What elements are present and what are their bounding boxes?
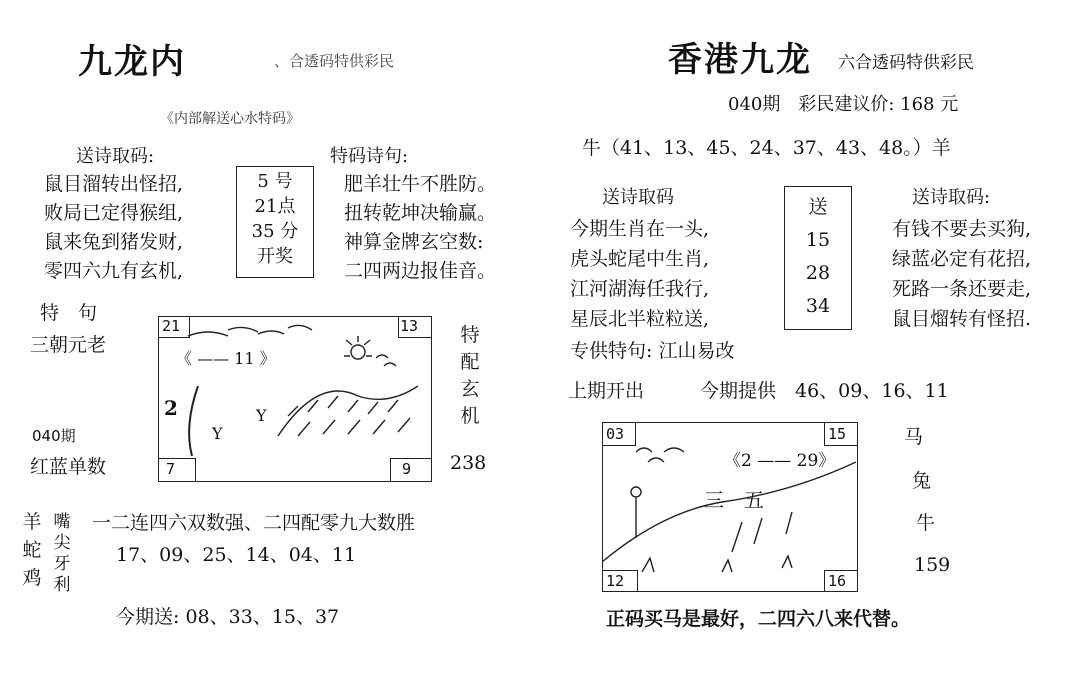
draw-box-line: 21点 bbox=[254, 196, 296, 217]
te-ju-label: 特 句 bbox=[40, 302, 98, 324]
right-poem-head: 送诗取码 bbox=[602, 187, 674, 208]
poem-line: 鼠来兔到猪发财, bbox=[44, 231, 184, 253]
corner-number: 15 bbox=[828, 425, 847, 443]
right-poem-head-right: 送诗取码: bbox=[912, 187, 991, 208]
sketch-text: 《 —— 11 》 bbox=[176, 349, 276, 368]
number-list: 17、09、25、14、04、11 bbox=[116, 544, 357, 566]
poem-line: 扭转乾坤决输赢。 bbox=[344, 202, 497, 224]
red-blue-odd: 红蓝单数 bbox=[30, 456, 107, 478]
zodiac-horse: 马 bbox=[904, 426, 924, 448]
poem-line: 鼠目溜转出怪招, bbox=[44, 173, 184, 195]
poem-line: 肥羊壮牛不胜防。 bbox=[344, 173, 497, 195]
send-number-box bbox=[784, 186, 852, 330]
right-title: 香港九龙 bbox=[668, 40, 812, 80]
left-sketch-drawing bbox=[158, 316, 430, 480]
left-poem-head: 送诗取码: bbox=[76, 146, 155, 167]
vertical-te-pei-xuan-ji: 特配玄机 bbox=[460, 324, 480, 427]
three-dynasty: 三朝元老 bbox=[30, 334, 107, 356]
left-poem-head-right: 特码诗句: bbox=[330, 146, 409, 167]
right-subtitle: 六合透码特供彩民 bbox=[838, 53, 974, 73]
poem-line: 绿蓝必定有花招, bbox=[892, 248, 1032, 270]
poem-line: 鼠目熘转有怪招. bbox=[892, 308, 1032, 330]
poem-line: 有钱不要去买狗, bbox=[892, 218, 1032, 240]
poem-line: 死路一条还要走, bbox=[892, 278, 1032, 300]
corner-number: 16 bbox=[828, 572, 847, 590]
left-poem-right bbox=[344, 170, 496, 286]
right-poem-right bbox=[892, 214, 1031, 334]
zodiac-ox: 牛 bbox=[916, 512, 936, 534]
right-sketch-drawing bbox=[602, 422, 856, 590]
issue-price: 040期 彩民建议价: 168 元 bbox=[728, 94, 959, 115]
bottom-slogan: 正码买马是最好，二四六八来代替。 bbox=[606, 608, 911, 630]
poem-line: 败局已定得猴组, bbox=[44, 202, 184, 224]
rule-line: 一二连四六双数强、二四配零九大数胜 bbox=[92, 512, 416, 534]
poem-line: 江河湖海任我行, bbox=[570, 278, 710, 300]
left-subtitle: 、合透码特供彩民 bbox=[274, 52, 395, 70]
sketch-text: 《2 —— 29》 bbox=[724, 451, 836, 471]
send-box-line: 15 bbox=[805, 229, 831, 251]
left-title: 九龙内 bbox=[78, 42, 195, 82]
draw-box-line: 35 分 bbox=[251, 221, 299, 242]
poem-line: 星辰北半粒粒送, bbox=[570, 308, 710, 330]
ox-sheep-line: 牛（41、13、45、24、37、43、48。）羊 bbox=[582, 137, 951, 159]
draw-time-box bbox=[236, 166, 314, 278]
poem-line: 神算金牌玄空数: bbox=[344, 231, 484, 253]
num-159: 159 bbox=[914, 554, 951, 576]
corner-number: 21 bbox=[162, 317, 181, 335]
corner-number: 12 bbox=[606, 572, 625, 590]
last-issue-label: 上期开出 bbox=[568, 380, 645, 402]
send-today: 今期送: 08、33、15、37 bbox=[116, 606, 340, 628]
draw-box-line: 开奖 bbox=[257, 246, 293, 267]
poem-line: 二四两边报佳音。 bbox=[344, 260, 497, 282]
corner-number: 03 bbox=[606, 425, 625, 443]
draw-box-line: 5 号 bbox=[257, 171, 293, 192]
zodiac-rabbit: 兔 bbox=[912, 470, 932, 492]
left-poem-left bbox=[44, 170, 183, 286]
send-box-line: 34 bbox=[805, 295, 831, 317]
poem-line: 今期生肖在一头, bbox=[570, 218, 710, 240]
sketch-y: Y bbox=[212, 424, 223, 443]
poem-line: 零四六九有玄机, bbox=[44, 260, 184, 282]
special-phrase: 专供特句: 江山易改 bbox=[570, 340, 735, 362]
left-issue: 040期 bbox=[32, 427, 76, 445]
sketch-2: 2 bbox=[164, 396, 178, 420]
poem-line: 虎头蛇尾中生肖, bbox=[570, 248, 710, 270]
zodiac-column: 羊蛇鸡 bbox=[22, 511, 42, 589]
corner-number: 7 bbox=[166, 460, 176, 478]
send-box-line: 送 bbox=[808, 196, 828, 218]
sketch-mid: 三 五 bbox=[704, 488, 764, 512]
corner-number: 9 bbox=[402, 460, 412, 478]
this-issue-numbers: 今期提供 46、09、16、11 bbox=[700, 380, 949, 402]
num-238: 238 bbox=[450, 452, 487, 474]
mouth-column: 嘴尖牙利 bbox=[53, 512, 71, 595]
left-motto: 《内部解送心水特码》 bbox=[160, 111, 300, 127]
sketch-y: Y bbox=[256, 406, 267, 425]
corner-number: 13 bbox=[400, 317, 419, 335]
send-box-line: 28 bbox=[805, 262, 831, 284]
right-poem-left bbox=[570, 214, 709, 334]
